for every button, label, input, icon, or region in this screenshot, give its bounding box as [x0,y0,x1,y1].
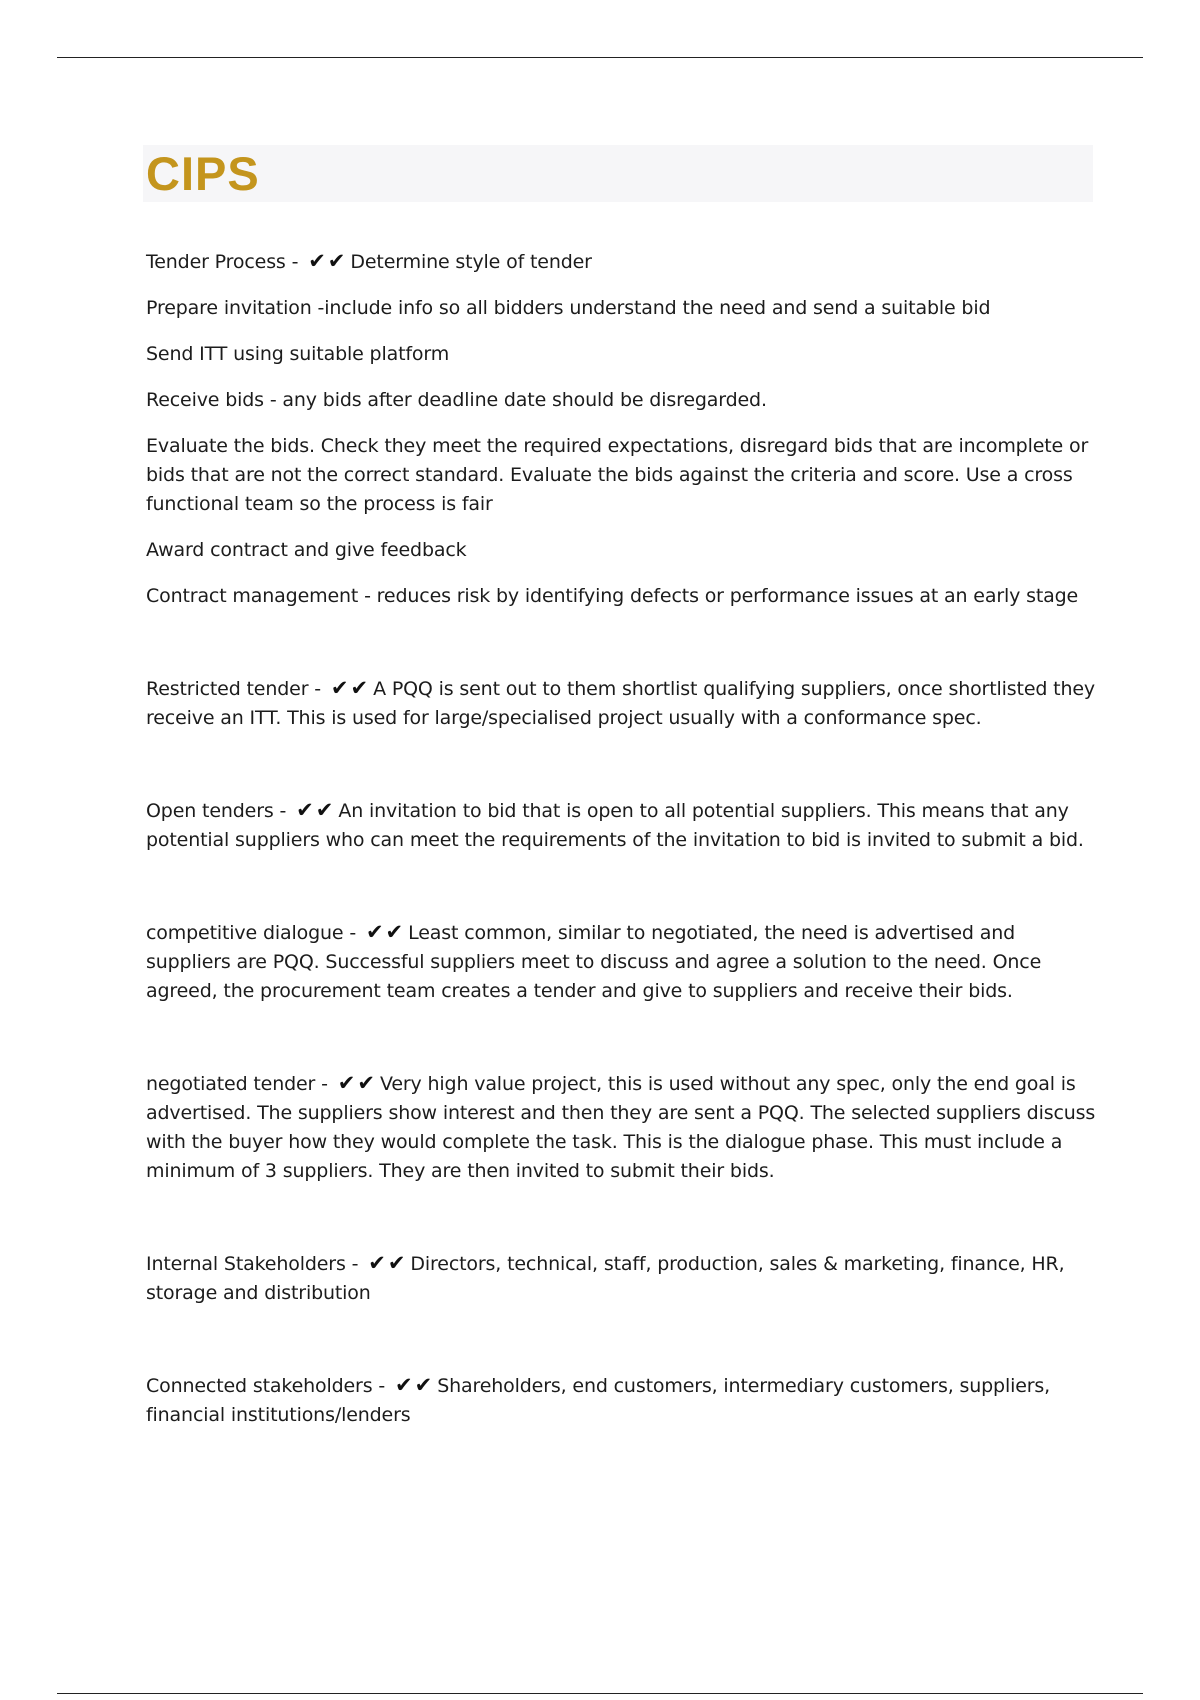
double-check-icon: ✔✔ [296,798,336,822]
double-check-icon: ✔✔ [330,676,371,700]
entry-evaluate-bids: Evaluate the bids. Check they meet the required expectations, disregard bids that are incomplete or bids that are not the correct standard. Evaluate the bids against the criteria and score. Use a cross functional team so the process is fair [146,435,1089,515]
term: Tender Process [146,251,286,273]
double-check-icon: ✔✔ [308,249,348,273]
document-body [146,247,1096,1430]
term: competitive dialogue [146,922,344,944]
definition: Directors, technical, staff, production, sales & marketing, finance, HR, storage and distribution [146,1253,1065,1304]
definition: An invitation to bid that is open to all potential suppliers. This means that any potential suppliers who can meet the requirements of the invitation to bid is invited to submit a bid. [146,800,1084,851]
top-rule [57,57,1143,58]
entry-award-contract: Award contract and give feedback [146,539,467,561]
term: Connected stakeholders [146,1375,373,1397]
entry-negotiated-tender: negotiated tender - ✔✔ Very high value project, this is used without any spec, only the end goal is advertised. The suppliers show interest and then they are sent a PQQ. The selected suppliers discuss with the buyer how they would complete the task. This is the dialogue phase. This must include a minimum of 3 suppliers. They are then invited to submit their bids. [146,1071,1096,1182]
double-check-icon: ✔✔ [368,1251,408,1275]
double-check-icon: ✔✔ [394,1373,435,1397]
entry-tender-process: Tender Process - ✔✔ Determine style of tender [146,247,1096,277]
definition: Least common, similar to negotiated, the need is advertised and suppliers are PQQ. Successful suppliers meet to discuss and agree a solution to the need. Once agreed, the procurement team creates a tender and give to suppliers and receive their bids. [146,922,1042,1002]
double-check-icon: ✔✔ [365,920,406,944]
entry-connected-stakeholders: Connected stakeholders - ✔✔ Shareholders, end customers, intermediary customers, suppliers, financial institutions/lenders [146,1373,1051,1426]
definition: Determine style of tender [350,251,592,273]
entry-restricted-tender: Restricted tender - ✔✔ A PQQ is sent out to them shortlist qualifying suppliers, once shortlisted they receive an ITT. This is used for large/specialised project usually with a conformance spec. [146,676,1095,729]
entry-prepare-invitation: Prepare invitation -include info so all bidders understand the need and send a suitable bid [146,297,991,319]
term: negotiated tender [146,1073,316,1095]
title-banner [143,145,1093,202]
entry-receive-bids: Receive bids - any bids after deadline date should be disregarded. [146,389,767,411]
page-title: CIPS [146,147,260,200]
double-check-icon: ✔✔ [337,1071,377,1095]
definition: Very high value project, this is used without any spec, only the end goal is advertised. The suppliers show interest and then they are sent a PQQ. The selected suppliers discuss with the buyer how they would complete the task. This is the dialogue phase. This must include a minimum of 3 suppliers. They are then invited to submit their bids. [146,1073,1096,1182]
entry-internal-stakeholders: Internal Stakeholders - ✔✔ Directors, technical, staff, production, sales & marketing, finance, HR, storage and distribution [146,1251,1065,1304]
bottom-rule [57,1693,1143,1694]
entry-competitive-dialogue: competitive dialogue - ✔✔ Least common, similar to negotiated, the need is advertised and suppliers are PQQ. Successful suppliers meet to discuss and agree a solution to the need. Once agreed, the procurement team creates a tender and give to suppliers and receive their bids. [146,920,1042,1002]
entry-open-tenders: Open tenders - ✔✔ An invitation to bid that is open to all potential suppliers. This means that any potential suppliers who can meet the requirements of the invitation to bid is invited to submit a bid. [146,798,1084,851]
term: Restricted tender [146,678,309,700]
term: Open tenders [146,800,274,822]
definition: A PQQ is sent out to them shortlist qualifying suppliers, once shortlisted they receive an ITT. This is used for large/specialised project usually with a conformance spec. [146,678,1095,729]
term: Internal Stakeholders [146,1253,346,1275]
definition: Shareholders, end customers, intermediary customers, suppliers, financial institutions/lenders [146,1375,1051,1426]
entry-send-itt: Send ITT using suitable platform [146,343,450,365]
entry-contract-management: Contract management - reduces risk by identifying defects or performance issues at an early stage [146,585,1079,607]
